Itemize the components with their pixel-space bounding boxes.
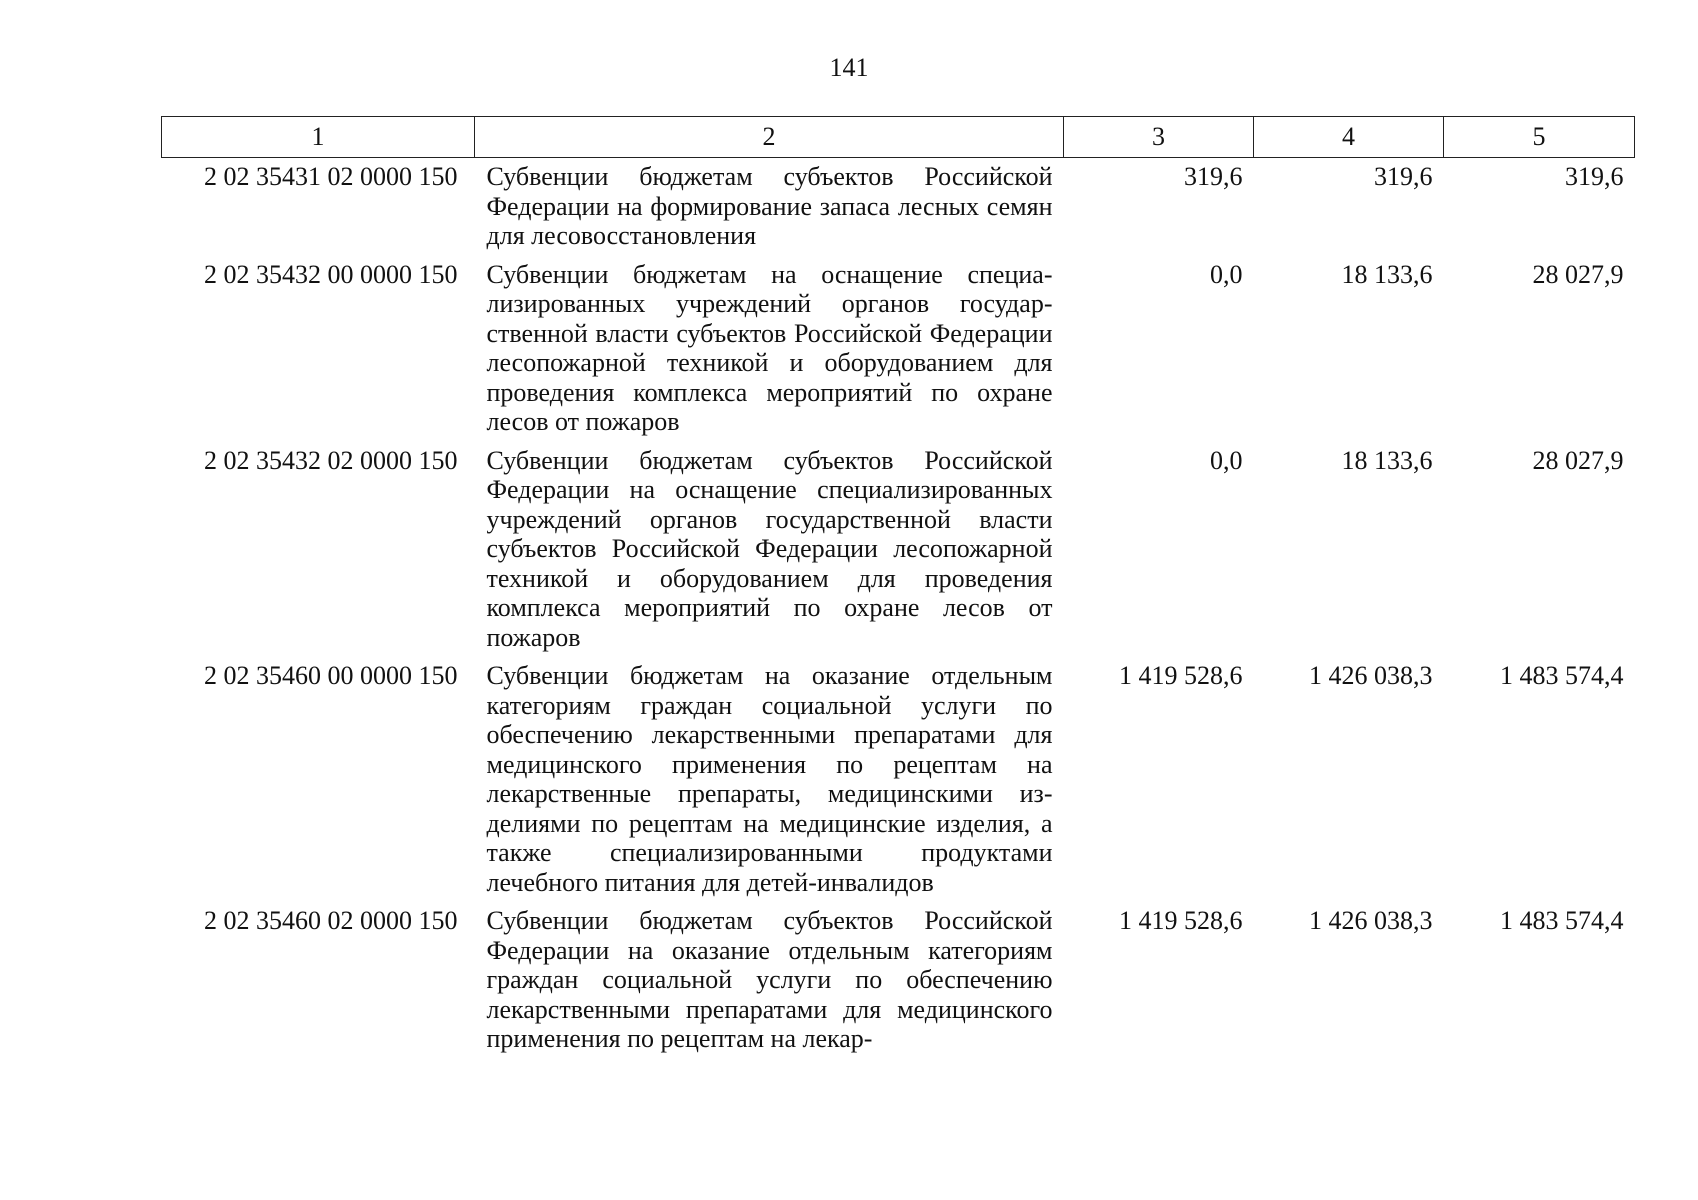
row-value-5: 319,6 [1565, 162, 1624, 191]
row-value-5: 1 483 574,4 [1500, 661, 1624, 690]
column-header-1: 1 [162, 117, 475, 158]
row-name: Субвенции бюджетам на оснащение специализированных учреждений органов государственной власти субъектов Российской Федерации лесопожарной техникой и оборудованием для проведения комплекса мероприятий по охране лесов от пожаров [486, 259, 1053, 436]
budget-table [161, 116, 1635, 1059]
page-number: 141 [829, 53, 869, 82]
row-value-4: 319,6 [1374, 162, 1433, 191]
row-value-4: 1 426 038,3 [1309, 906, 1433, 935]
row-value-4: 18 133,6 [1341, 445, 1433, 475]
column-header-5: 5 [1444, 117, 1635, 158]
row-name: Субвенции бюджетам субъектов Российской Федерации на оказание отдельным категориям граждан социальной услуги по обеспечению лекарственными препаратами для медицинского применения по рецептам на лекар- [486, 906, 1053, 1053]
table-row [162, 256, 1635, 442]
row-name: Субвенции бюджетам на оказание отдельным категориям граждан социальной услуги по обеспечению лекарственными препаратами для медицинского применения по рецептам на лекарственные препараты, медицинскими изделиями по рецептам на медицинские изделия, а также специализированными продуктами лечебного питания для детей-инвалидов [486, 661, 1053, 897]
row-code: 2 02 35432 02 0000 150 [204, 445, 458, 475]
row-value-5: 28 027,9 [1532, 445, 1624, 475]
row-value-3: 1 419 528,6 [1119, 661, 1243, 690]
row-value-3: 319,6 [1184, 162, 1243, 191]
table-row [162, 902, 1635, 1059]
table-row [162, 442, 1635, 658]
row-value-5: 28 027,9 [1532, 259, 1624, 289]
row-code: 2 02 35460 00 0000 150 [204, 661, 458, 690]
row-value-3: 0,0 [1210, 259, 1243, 289]
row-value-3: 0,0 [1210, 445, 1243, 475]
column-header-2: 2 [475, 117, 1064, 158]
row-name: Субвенции бюджетам субъектов Российской Федерации на оснащение специализированных учреждений органов государственной власти субъектов Российской Федерации лесопожарной техникой и оборудованием для проведения комплекса мероприятий по охране лесов от пожаров [486, 445, 1053, 652]
row-value-3: 1 419 528,6 [1119, 906, 1243, 935]
column-header-3: 3 [1064, 117, 1254, 158]
table-row [162, 158, 1635, 256]
row-value-5: 1 483 574,4 [1500, 906, 1624, 935]
row-name: Субвенции бюджетам субъектов Российской Федерации на формирование запаса лесных семян для лесовосстановления [486, 162, 1053, 250]
row-code: 2 02 35432 00 0000 150 [204, 259, 458, 289]
row-code: 2 02 35431 02 0000 150 [204, 162, 458, 191]
table-header-row [162, 117, 1635, 158]
row-code: 2 02 35460 02 0000 150 [204, 906, 458, 935]
table-row [162, 657, 1635, 902]
row-value-4: 18 133,6 [1341, 259, 1433, 289]
row-value-4: 1 426 038,3 [1309, 661, 1433, 690]
column-header-4: 4 [1254, 117, 1444, 158]
